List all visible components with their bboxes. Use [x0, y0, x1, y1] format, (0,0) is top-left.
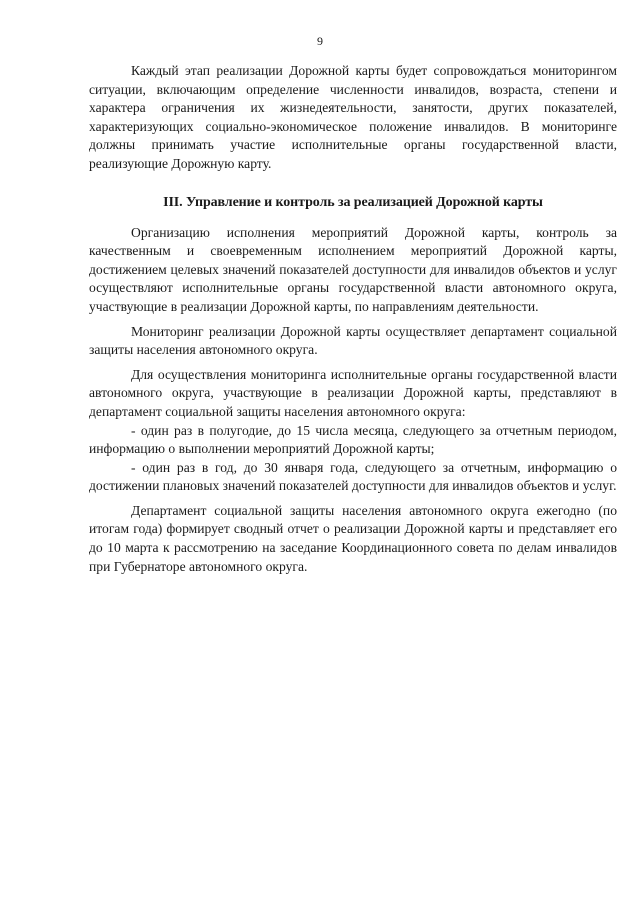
list-item-yearly: - один раз в год, до 30 января года, следующего за отчетным, информацию о достижении плановых значений показателей доступности для инвалидов объектов и услуг. [89, 459, 617, 494]
paragraph-organization: Организацию исполнения мероприятий Дорожной карты, контроль за качественным и своевременным исполнением мероприятий Дорожной карты, достижением целевых значений показателей доступности для инвалидов объектов и услуг осуществляют исполнительные органы государственной власти автономного округа, участвующие в реализации Дорожной карты, по направлениям деятельности. [89, 224, 617, 314]
document-body [89, 62, 617, 576]
paragraph-annual-report: Департамент социальной защиты населения автономного округа ежегодно (по итогам года) формирует сводный отчет о реализации Дорожной карты и представляет его до 10 марта к рассмотрению на заседание Координационного совета по делам инвалидов при Губернаторе автономного округа. [89, 502, 617, 574]
paragraph-reporting-bodies: Для осуществления мониторинга исполнительные органы государственной власти автономного округа, участвующие в реализации Дорожной карты, представляют в департамент социальной защиты населения автономного округа: [89, 366, 617, 419]
page-number: 9 [317, 34, 323, 48]
section-heading: III. Управление и контроль за реализацией Дорожной карты [163, 194, 543, 210]
list-item-half-year: - один раз в полугодие, до 15 числа месяца, следующего за отчетным периодом, информацию о выполнении мероприятий Дорожной карты; [89, 422, 617, 457]
paragraph-monitoring-intro: Каждый этап реализации Дорожной карты будет сопровождаться мониторингом ситуации, включающим определение численности инвалидов, возраста, степени и характера ограничения их жизнедеятельности, занятости, других показателей, характеризующих социально-экономическое положение инвалидов. В мониторинге должны принимать участие исполнительные органы государственной власти, реализующие Дорожную карту. [89, 63, 617, 171]
paragraph-monitoring-department: Мониторинг реализации Дорожной карты осуществляет департамент социальной защиты населения автономного округа. [89, 323, 617, 358]
